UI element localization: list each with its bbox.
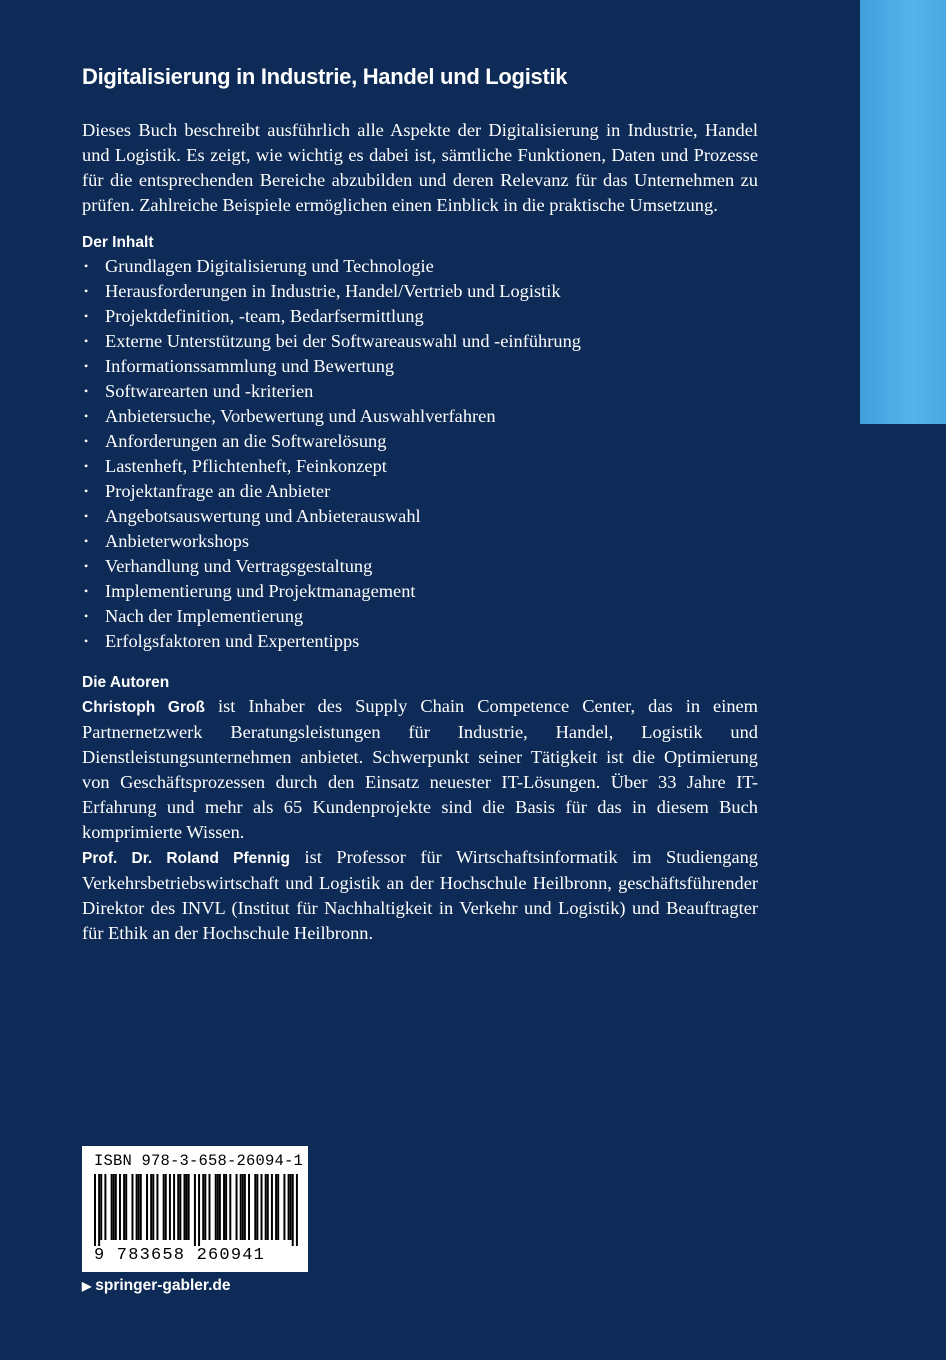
- barcode-bar: [177, 1174, 179, 1240]
- barcode-bar: [240, 1174, 242, 1240]
- contents-list-item: [82, 604, 758, 629]
- barcode-bar: [265, 1174, 267, 1240]
- contents-list-item: [82, 354, 758, 379]
- barcode-bar: [169, 1174, 171, 1240]
- bullet-icon: •: [84, 534, 89, 548]
- barcode-bar: [275, 1174, 277, 1240]
- barcode-bar: [292, 1174, 294, 1246]
- authors-heading: Die Autoren: [82, 674, 170, 691]
- barcode-bar: [156, 1174, 158, 1240]
- barcode-bar: [123, 1174, 125, 1240]
- barcode-bar: [184, 1174, 186, 1240]
- ean-digits: 9 783658 260941: [94, 1246, 266, 1265]
- author-bio-2: [82, 845, 758, 946]
- contents-item-text: Projektdefinition, -team, Bedarfsermittlung: [105, 306, 424, 326]
- book-title: Digitalisierung in Industrie, Handel und Logistik: [82, 64, 568, 89]
- contents-list-item: [82, 429, 758, 454]
- barcode-bar: [236, 1174, 238, 1240]
- barcode-bar: [188, 1174, 190, 1240]
- barcode-bar: [219, 1174, 221, 1240]
- isbn-label: ISBN 978-3-658-26094-1: [94, 1152, 304, 1170]
- barcode-bar: [204, 1174, 206, 1240]
- bullet-icon: •: [84, 309, 89, 323]
- contents-item-text: Anbieterworkshops: [105, 531, 250, 551]
- barcode-bar: [296, 1174, 298, 1246]
- contents-list-item: [82, 554, 758, 579]
- barcode-bar: [277, 1174, 279, 1240]
- barcode-bar: [165, 1174, 167, 1240]
- bullet-icon: •: [84, 484, 89, 498]
- barcode-bar: [115, 1174, 117, 1240]
- accent-bar: [860, 0, 946, 424]
- barcode-bar: [173, 1174, 175, 1240]
- barcode-bar: [152, 1174, 154, 1240]
- contents-list-item: [82, 279, 758, 304]
- contents-list-item: [82, 629, 758, 654]
- barcode-bar: [125, 1174, 127, 1240]
- back-cover-content: [82, 60, 758, 946]
- bullet-icon: •: [84, 609, 89, 623]
- barcode-bar: [119, 1174, 121, 1240]
- author-name-1: Christoph Groß: [82, 699, 205, 716]
- contents-item-text: Angebotsauswertung und Anbieterauswahl: [105, 506, 421, 526]
- contents-list-item: [82, 379, 758, 404]
- contents-list-item: [82, 254, 758, 279]
- barcode-bar: [242, 1174, 244, 1240]
- triangle-right-icon: ▶: [82, 1279, 92, 1293]
- contents-item-text: Projektanfrage an die Anbieter: [105, 481, 331, 501]
- barcode-bar: [288, 1174, 290, 1240]
- barcode-bar: [225, 1174, 227, 1240]
- barcode-bar: [248, 1174, 250, 1240]
- barcode-bar: [113, 1174, 115, 1240]
- contents-list-item: [82, 404, 758, 429]
- barcode-bar: [217, 1174, 219, 1240]
- barcode-bar: [179, 1174, 181, 1240]
- bullet-icon: •: [84, 459, 89, 473]
- contents-item-text: Nach der Implementierung: [105, 606, 304, 626]
- barcode-bar: [163, 1174, 165, 1240]
- barcode-bar: [136, 1174, 138, 1240]
- bullet-icon: •: [84, 434, 89, 448]
- contents-item-text: Erfolgsfaktoren und Expertentipps: [105, 631, 360, 651]
- barcode-bar: [186, 1174, 188, 1240]
- author-text-2: ist Professor für Wirtschaftsinformatik im Studiengang Verkehrsbetriebswirtschaft und Logistik an der Hochschule Heilbronn, geschäftsführender Direktor des INVL (Institut für Nachhaltigkeit in Verkehr und Logistik) und Beauftragter für Ethik an der Hochschule Heilbronn.: [82, 847, 758, 943]
- bullet-icon: •: [84, 334, 89, 348]
- barcode-bar: [104, 1174, 106, 1240]
- publisher-link[interactable]: [82, 1275, 230, 1297]
- barcode-bar: [202, 1174, 204, 1240]
- barcode-bar: [111, 1174, 113, 1240]
- contents-list-item: [82, 454, 758, 479]
- bullet-icon: •: [84, 284, 89, 298]
- bullet-icon: •: [84, 259, 89, 273]
- bullet-icon: •: [84, 384, 89, 398]
- author-bio-1: [82, 694, 758, 845]
- contents-item-text: Lastenheft, Pflichtenheft, Feinkonzept: [105, 456, 387, 476]
- barcode-bar: [256, 1174, 258, 1240]
- barcode-bar: [229, 1174, 231, 1240]
- isbn-barcode: [82, 1146, 308, 1272]
- contents-list-item: [82, 479, 758, 504]
- bullet-icon: •: [84, 409, 89, 423]
- contents-item-text: Externe Unterstützung bei der Softwareauswahl und -einführung: [105, 331, 581, 351]
- contents-item-text: Implementierung und Projektmanagement: [105, 581, 416, 601]
- barcode-bar: [261, 1174, 263, 1240]
- barcode-bar: [140, 1174, 142, 1240]
- barcode-bar: [198, 1174, 200, 1246]
- bullet-icon: •: [84, 559, 89, 573]
- barcode-bar: [215, 1174, 217, 1240]
- barcode-bar: [150, 1174, 152, 1240]
- barcode-bar: [290, 1174, 292, 1240]
- contents-list: [82, 254, 758, 654]
- contents-list-item: [82, 504, 758, 529]
- contents-heading: Der Inhalt: [82, 234, 154, 251]
- barcode-bar: [223, 1174, 225, 1240]
- author-text-1: ist Inhaber des Supply Chain Competence Center, das in einem Partnernetzwerk Beratungsleistungen für Industrie, Handel, Logistik und Dienstleistungsunternehmen anbietet. Schwerpunkt seiner Tätigkeit ist die Optimierung von Geschäftsprozessen durch den Einsatz neuester IT-Lösungen. Über 33 Jahre IT-Erfahrung und mehr als 65 Kundenprojekte sind die Basis für das in diesem Buch komprimierte Wissen.: [82, 696, 758, 842]
- bullet-icon: •: [84, 584, 89, 598]
- publisher-url: springer-gabler.de: [95, 1277, 231, 1294]
- contents-item-text: Grundlagen Digitalisierung und Technologie: [105, 256, 434, 276]
- contents-list-item: [82, 304, 758, 329]
- contents-item-text: Anforderungen an die Softwarelösung: [105, 431, 387, 451]
- contents-list-item: [82, 329, 758, 354]
- bullet-icon: •: [84, 359, 89, 373]
- barcode-bar: [138, 1174, 140, 1240]
- barcode-bar: [94, 1174, 96, 1246]
- contents-item-text: Anbietersuche, Vorbewertung und Auswahlverfahren: [105, 406, 496, 426]
- author-name-2: Prof. Dr. Roland Pfennig: [82, 850, 290, 867]
- barcode-bar: [146, 1174, 148, 1240]
- bullet-icon: •: [84, 634, 89, 648]
- bullet-icon: •: [84, 509, 89, 523]
- contents-list-item: [82, 579, 758, 604]
- barcode-bar: [208, 1174, 210, 1240]
- contents-item-text: Softwarearten und -kriterien: [105, 381, 314, 401]
- barcode-bar: [244, 1174, 246, 1240]
- barcode-bar: [271, 1174, 273, 1240]
- intro-paragraph: Dieses Buch beschreibt ausführlich alle Aspekte der Digitalisierung in Industrie, Handel und Logistik. Es zeigt, wie wichtig es dabei ist, sämtliche Funktionen, Daten und Prozesse für die entsprechenden Bereiche abzubilden und deren Relevanz für das Unternehmen zu prüfen. Zahlreiche Beispiele ermöglichen einen Einblick in die praktische Umsetzung.: [82, 120, 758, 215]
- barcode-bar: [283, 1174, 285, 1240]
- contents-item-text: Herausforderungen in Industrie, Handel/Vertrieb und Logistik: [105, 281, 561, 301]
- barcode-bar: [267, 1174, 269, 1240]
- contents-list-item: [82, 529, 758, 554]
- barcode-bar: [98, 1174, 100, 1246]
- barcode-bar: [100, 1174, 102, 1240]
- contents-item-text: Verhandlung und Vertragsgestaltung: [105, 556, 373, 576]
- contents-item-text: Informationssammlung und Bewertung: [105, 356, 395, 376]
- barcode-bar: [254, 1174, 256, 1240]
- barcode-bars: [94, 1174, 298, 1246]
- barcode-bar: [131, 1174, 133, 1240]
- barcode-bar: [194, 1174, 196, 1246]
